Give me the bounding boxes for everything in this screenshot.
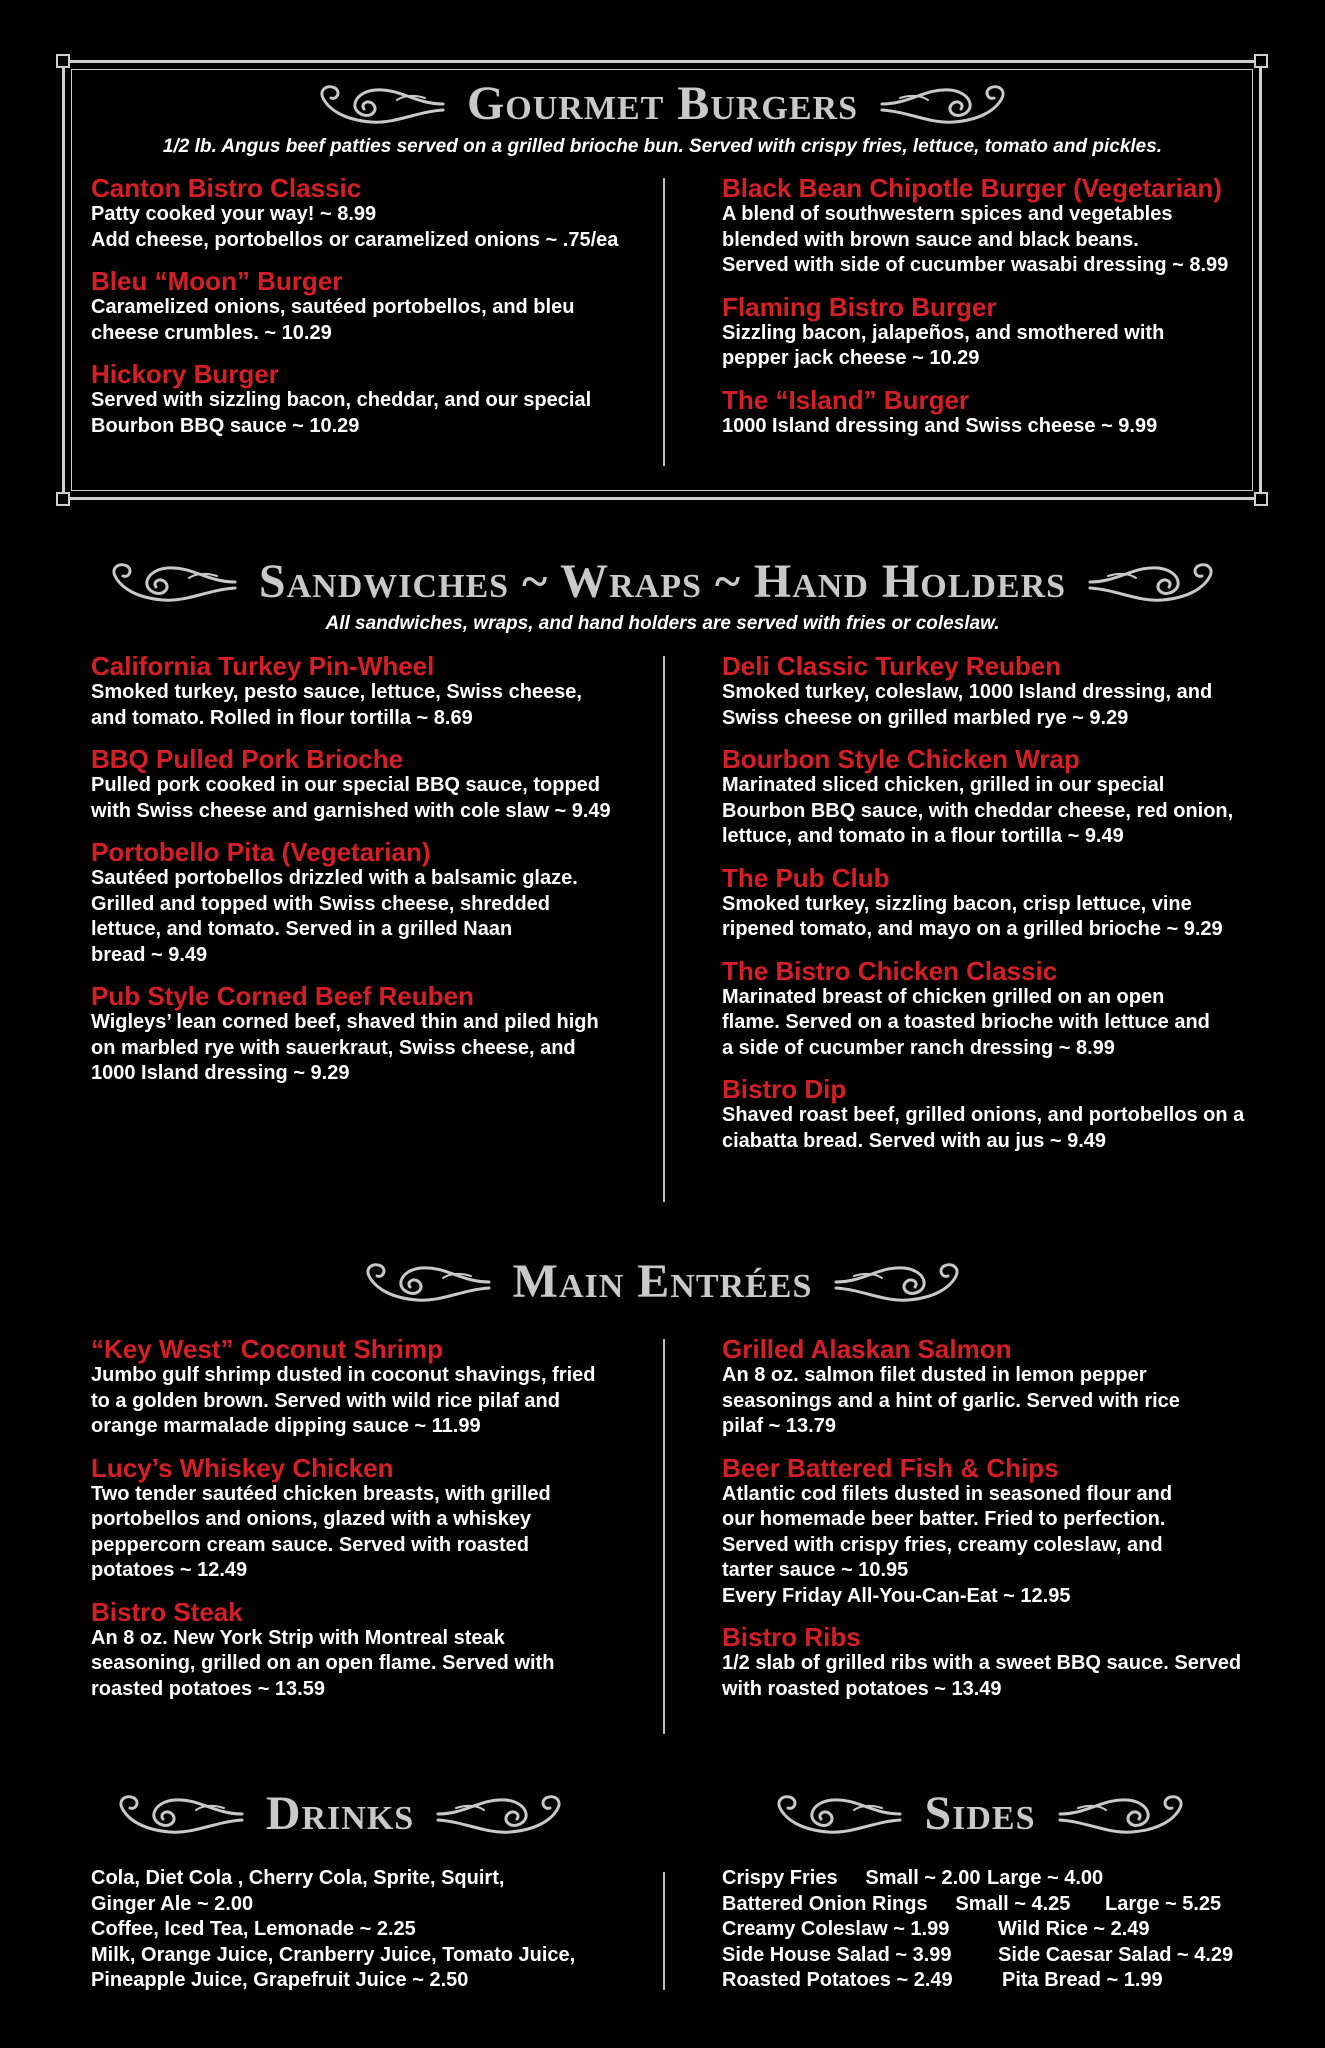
entrees-title: Main Entrées bbox=[512, 1255, 813, 1308]
frame-corner bbox=[1254, 54, 1268, 68]
item-description: Jumbo gulf shrimp dusted in coconut shavings, fried to a golden brown. Served with wild rice pilaf and orange marmalade dipping sauce ~ 11.99 bbox=[91, 1364, 596, 1437]
item-description: Served with sizzling bacon, cheddar, and our special Bourbon BBQ sauce ~ 10.29 bbox=[91, 389, 592, 437]
item-description: An 8 oz. New York Strip with Montreal steak seasoning, grilled on an open flame. Served with roasted potatoes ~ 13.59 bbox=[91, 1626, 555, 1700]
item-description: 1000 Island dressing and Swiss cheese ~ 9.99 bbox=[722, 414, 1158, 437]
burgers-right-column bbox=[722, 174, 1228, 439]
item-name: Bistro Dip bbox=[722, 1074, 847, 1104]
burgers-heading bbox=[290, 74, 1035, 134]
menu-item bbox=[91, 652, 611, 731]
menu-item bbox=[91, 1598, 595, 1703]
frame-corner bbox=[56, 54, 70, 68]
frame-corner bbox=[56, 492, 70, 506]
menu-item bbox=[722, 386, 1228, 440]
item-description: 1/2 slab of grilled ribs with a sweet BBQ sauce. Served with roasted potatoes ~ 13.49 bbox=[722, 1652, 1242, 1700]
item-name: The Bistro Chicken Classic bbox=[722, 955, 1058, 986]
item-description: Sizzling bacon, jalapeños, and smothered with pepper jack cheese ~ 10.29 bbox=[722, 321, 1165, 369]
menu-item bbox=[722, 1075, 1244, 1154]
item-name: Beer Battered Fish & Chips bbox=[722, 1452, 1059, 1483]
left-swirl-ornament-icon bbox=[104, 1784, 244, 1844]
side-item: Side House Salad ~ 3.99 bbox=[722, 1943, 952, 1966]
item-description: Pulled pork cooked in our special BBQ sauce, topped with Swiss cheese and garnished with cole slaw ~ 9.49 bbox=[91, 774, 611, 822]
menu-item bbox=[91, 174, 618, 253]
side-item: Side Caesar Salad ~ 4.29 bbox=[998, 1943, 1234, 1966]
sides-row bbox=[722, 1943, 1233, 1969]
item-name: “Key West” Coconut Shrimp bbox=[91, 1334, 444, 1364]
item-description: Marinated sliced chicken, grilled in our special Bourbon BBQ sauce, with cheddar cheese, red onion, lettuce, and tomato in a flour tortilla ~ 9.49 bbox=[722, 774, 1234, 847]
right-swirl-ornament-icon bbox=[436, 1784, 576, 1844]
item-name: Bistro Steak bbox=[91, 1596, 243, 1627]
entrees-right-column bbox=[722, 1335, 1241, 1702]
sandwiches-left-column bbox=[91, 652, 611, 1087]
item-description: Atlantic cod filets dusted in seasoned flour and our homemade beer batter. Fried to perfection. Served with crispy fries, creamy coleslaw, and tarter sauce ~ 10.95 Every Friday All-You-Can-Eat ~ 12.95 bbox=[722, 1482, 1173, 1607]
side-item: Crispy Fries Small ~ 2.00 bbox=[722, 1867, 981, 1889]
side-item: Large ~ 4.00 bbox=[987, 1867, 1104, 1889]
column-divider bbox=[663, 1872, 665, 1990]
column-divider bbox=[663, 656, 665, 1202]
menu-item bbox=[91, 360, 618, 439]
menu-item bbox=[722, 293, 1228, 372]
item-name: Black Bean Chipotle Burger (Vegetarian) bbox=[722, 173, 1222, 203]
sandwiches-heading bbox=[70, 552, 1255, 612]
menu-item bbox=[91, 1454, 595, 1584]
menu-item bbox=[722, 652, 1244, 731]
item-name: Lucy’s Whiskey Chicken bbox=[91, 1452, 394, 1483]
side-item: Battered Onion Rings Small ~ 4.25 bbox=[722, 1892, 1071, 1915]
menu-item bbox=[722, 864, 1244, 943]
menu-item bbox=[91, 1335, 595, 1440]
burgers-subtitle: 1/2 lb. Angus beef patties served on a grilled brioche bun. Served with crispy fries, lettuce, tomato and pickles. bbox=[162, 136, 1163, 157]
sides-list bbox=[722, 1866, 1233, 1994]
item-name: Portobello Pita (Vegetarian) bbox=[91, 837, 431, 867]
column-divider bbox=[663, 178, 665, 466]
menu-item bbox=[91, 745, 611, 824]
drinks-heading bbox=[90, 1784, 590, 1844]
left-swirl-ornament-icon bbox=[305, 74, 445, 134]
right-swirl-ornament-icon bbox=[1058, 1784, 1198, 1844]
menu-item bbox=[91, 838, 611, 968]
item-name: The Pub Club bbox=[722, 862, 890, 893]
burgers-left-column bbox=[91, 174, 618, 439]
item-description: Wigleys’ lean corned beef, shaved thin and piled high on marbled rye with sauerkraut, Swiss cheese, and 1000 Island dressing ~ 9.29 bbox=[91, 1011, 599, 1084]
right-swirl-ornament-icon bbox=[1088, 552, 1228, 612]
item-description: Smoked turkey, sizzling bacon, crisp lettuce, vine ripened tomato, and mayo on a grilled brioche ~ 9.29 bbox=[722, 892, 1223, 940]
menu-item bbox=[722, 1623, 1241, 1702]
entrees-left-column bbox=[91, 1335, 595, 1702]
item-name: Pub Style Corned Beef Reuben bbox=[91, 981, 474, 1011]
sandwiches-title: Sandwiches ~ Wraps ~ Hand Holders bbox=[258, 555, 1067, 608]
item-name: Bleu “Moon” Burger bbox=[91, 266, 343, 296]
sides-title: Sides bbox=[924, 1787, 1036, 1840]
item-description: Two tender sautéed chicken breasts, with grilled portobellos and onions, glazed with a whiskey peppercorn cream sauce. Served with roasted potatoes ~ 12.49 bbox=[91, 1482, 551, 1581]
burgers-title: Gourmet Burgers bbox=[466, 77, 859, 130]
side-item: Large ~ 5.25 bbox=[1105, 1892, 1222, 1915]
right-swirl-ornament-icon bbox=[880, 74, 1020, 134]
drinks-title: Drinks bbox=[265, 1787, 415, 1840]
left-swirl-ornament-icon bbox=[762, 1784, 902, 1844]
menu-item bbox=[91, 982, 611, 1087]
side-item: Creamy Coleslaw ~ 1.99 bbox=[722, 1918, 950, 1940]
sides-row bbox=[722, 1866, 1233, 1892]
item-description: Shaved roast beef, grilled onions, and portobellos on a ciabatta bread. Served with au jus ~ 9.49 bbox=[722, 1104, 1245, 1152]
side-item: Wild Rice ~ 2.49 bbox=[998, 1918, 1150, 1940]
drinks-list: Cola, Diet Cola , Cherry Cola, Sprite, Squirt, Ginger Ale ~ 2.00 Coffee, Iced Tea, Lemonade ~ 2.25 Milk, Orange Juice, Cranberry Juice, Tomato Juice, Pineapple Juice, Grapefruit Juice ~ 2.50 bbox=[91, 1867, 576, 1991]
sides-row bbox=[722, 1968, 1233, 1994]
sides-heading bbox=[750, 1784, 1210, 1844]
sides-row bbox=[722, 1892, 1233, 1918]
item-description: A blend of southwestern spices and vegetables blended with brown sauce and black beans. Served with side of cucumber wasabi dressing ~ 8.99 bbox=[722, 203, 1229, 276]
left-swirl-ornament-icon bbox=[97, 552, 237, 612]
sandwiches-right-column bbox=[722, 652, 1244, 1154]
item-name: Canton Bistro Classic bbox=[91, 173, 362, 203]
right-swirl-ornament-icon bbox=[834, 1252, 974, 1312]
left-swirl-ornament-icon bbox=[351, 1252, 491, 1312]
item-description: Smoked turkey, pesto sauce, lettuce, Swiss cheese, and tomato. Rolled in flour tortilla ~ 8.69 bbox=[91, 681, 582, 729]
menu-item bbox=[722, 957, 1244, 1062]
item-description: Marinated breast of chicken grilled on an open flame. Served on a toasted brioche with lettuce and a side of cucumber ranch dressing ~ 8.99 bbox=[722, 985, 1210, 1059]
menu-item bbox=[722, 174, 1228, 279]
sandwiches-subtitle: All sandwiches, wraps, and hand holders are served with fries or coleslaw. bbox=[325, 613, 1000, 634]
item-name: BBQ Pulled Pork Brioche bbox=[91, 744, 404, 774]
item-description: Patty cooked your way! ~ 8.99 Add cheese, portobellos or caramelized onions ~ .75/ea bbox=[91, 203, 619, 251]
item-name: Deli Classic Turkey Reuben bbox=[722, 651, 1062, 681]
side-item: Pita Bread ~ 1.99 bbox=[1002, 1969, 1163, 1991]
side-item: Roasted Potatoes ~ 2.49 bbox=[722, 1969, 953, 1991]
frame-corner bbox=[1254, 492, 1268, 506]
menu-item bbox=[91, 267, 618, 346]
menu-item bbox=[722, 1335, 1241, 1440]
menu-item bbox=[722, 1454, 1241, 1610]
item-name: Bourbon Style Chicken Wrap bbox=[722, 744, 1080, 774]
item-name: Hickory Burger bbox=[91, 359, 279, 389]
column-divider bbox=[663, 1339, 665, 1734]
menu-item bbox=[722, 745, 1244, 850]
item-description: An 8 oz. salmon filet dusted in lemon pepper seasonings and a hint of garlic. Served with rice pilaf ~ 13.79 bbox=[722, 1364, 1180, 1437]
sides-row bbox=[722, 1917, 1233, 1943]
item-description: Caramelized onions, sautéed portobellos, and bleu cheese crumbles. ~ 10.29 bbox=[91, 296, 575, 344]
item-name: Flaming Bistro Burger bbox=[722, 291, 997, 322]
item-name: Grilled Alaskan Salmon bbox=[722, 1334, 1012, 1364]
item-name: Bistro Ribs bbox=[722, 1622, 861, 1652]
item-name: California Turkey Pin-Wheel bbox=[91, 651, 435, 681]
entrees-heading bbox=[320, 1252, 1005, 1312]
item-name: The “Island” Burger bbox=[722, 384, 970, 415]
item-description: Smoked turkey, coleslaw, 1000 Island dressing, and Swiss cheese on grilled marbled rye ~ 9.29 bbox=[722, 681, 1213, 729]
item-description: Sautéed portobellos drizzled with a balsamic glaze. Grilled and topped with Swiss cheese, shredded lettuce, and tomato. Served in a grilled Naan bread ~ 9.49 bbox=[91, 867, 578, 966]
